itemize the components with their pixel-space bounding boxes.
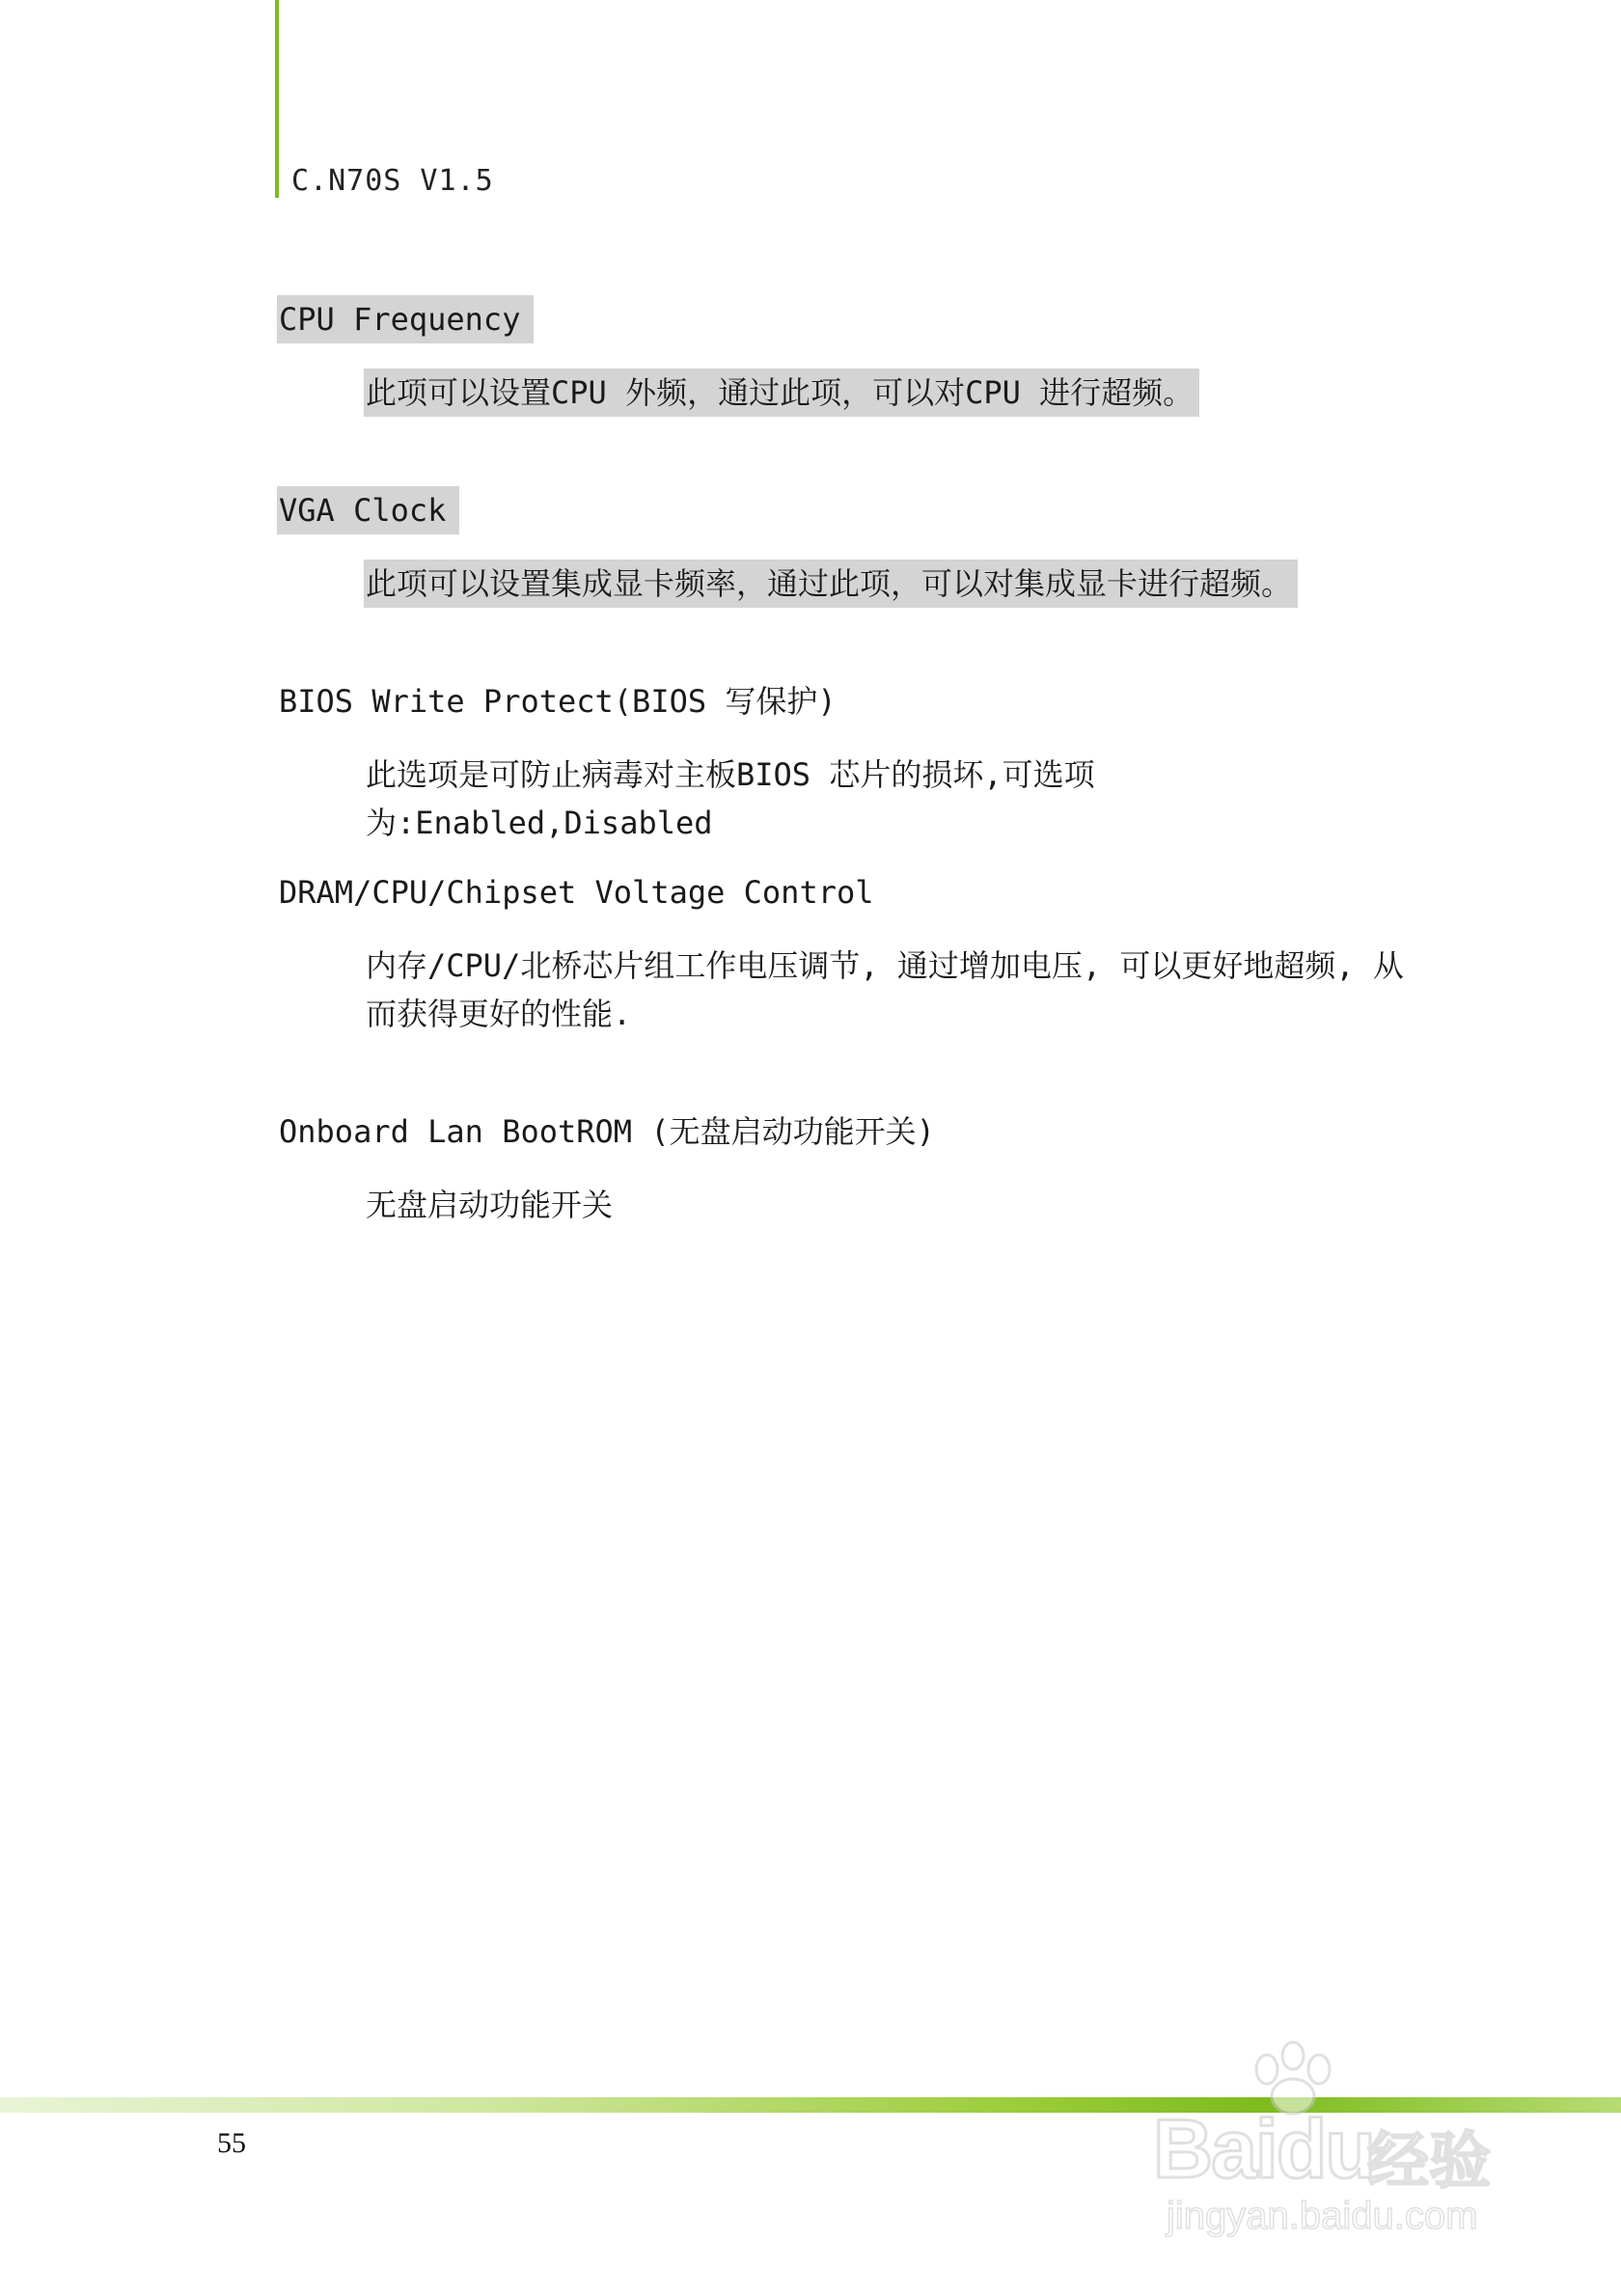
header-accent-bar bbox=[275, 0, 279, 198]
section-heading: BIOS Write Protect(BIOS 写保护) bbox=[279, 683, 837, 720]
section-heading: VGA Clock bbox=[277, 486, 459, 534]
section-description: 内存/CPU/北桥芯片组工作电压调节, 通过增加电压, 可以更好地超频, 从而获得更好的性能. bbox=[366, 947, 1404, 1032]
watermark-brand: Baidu bbox=[1153, 2103, 1374, 2196]
page-number: 55 bbox=[217, 2127, 246, 2159]
section-description: 无盘启动功能开关 bbox=[366, 1187, 614, 1223]
section-vga-clock bbox=[277, 486, 1435, 608]
section-description: 此项可以设置集成显卡频率，通过此项，可以对集成显卡进行超频。 bbox=[364, 560, 1298, 608]
section-description: 此选项是可防止病毒对主板BIOS 芯片的损坏,可选项为:Enabled,Disabled bbox=[366, 756, 1095, 841]
watermark-label: 经验 bbox=[1367, 2126, 1491, 2198]
section-cpu-frequency bbox=[277, 295, 1435, 417]
section-heading: CPU Frequency bbox=[277, 295, 534, 343]
document-id: C.N70S V1.5 bbox=[291, 164, 494, 198]
watermark-url: jingyan.baidu.com bbox=[1167, 2195, 1478, 2237]
section-heading: Onboard Lan BootROM (无盘启动功能开关) bbox=[279, 1113, 935, 1150]
section-onboard-lan-bootrom bbox=[277, 1107, 1435, 1229]
section-description: 此项可以设置CPU 外频，通过此项，可以对CPU 进行超频。 bbox=[364, 369, 1199, 417]
section-voltage-control bbox=[277, 868, 1435, 1038]
section-bios-write-protect bbox=[277, 677, 1435, 847]
section-heading: DRAM/CPU/Chipset Voltage Control bbox=[279, 874, 874, 911]
baidu-watermark bbox=[1143, 2040, 1539, 2243]
